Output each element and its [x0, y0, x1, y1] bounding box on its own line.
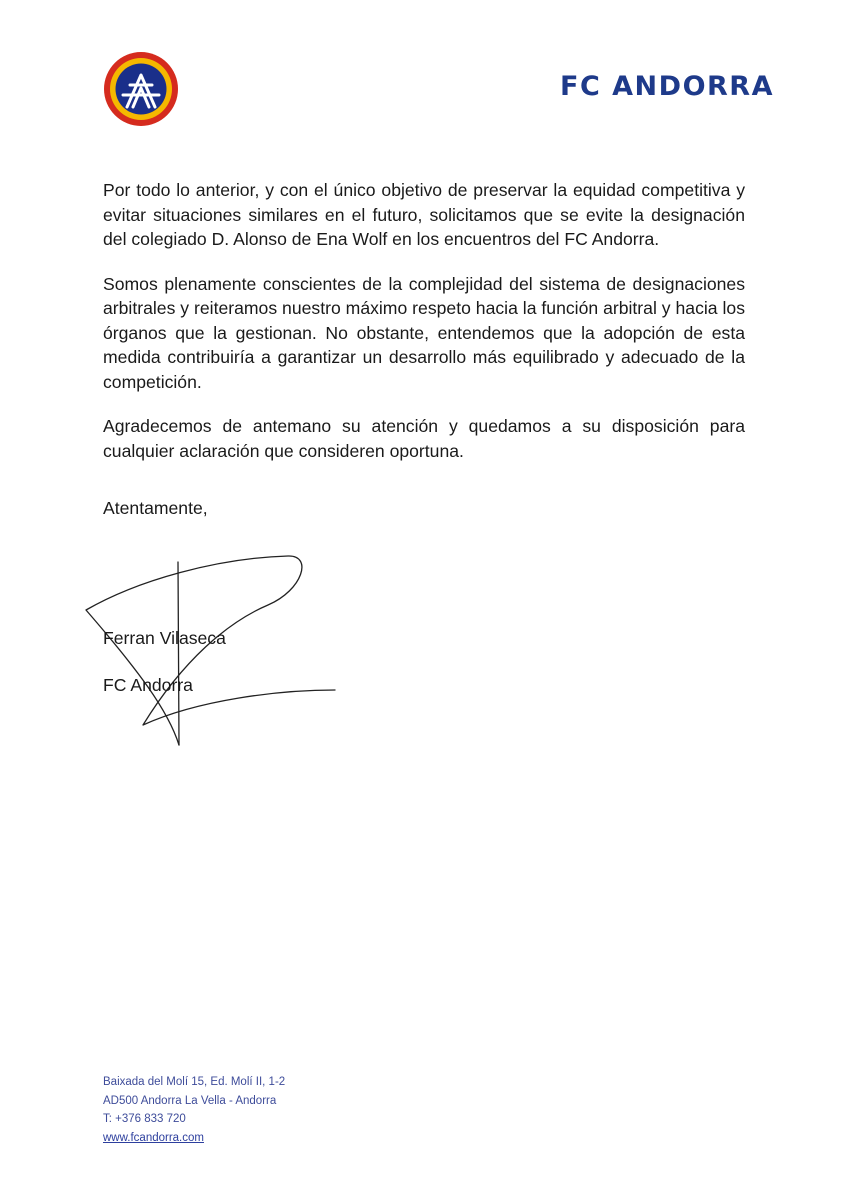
letter-body	[103, 178, 745, 483]
footer-contact	[103, 1073, 285, 1147]
footer-phone: T: +376 833 720	[103, 1113, 186, 1125]
paragraph-request: Por todo lo anterior, y con el único objetivo de preservar la equidad competitiva y evitar situaciones similares en el futuro, solicitamos que se evite la designación del colegiado D. Alonso de Ena Wolf en los encuentros del FC Andorra.	[103, 180, 745, 249]
footer-address-line2: AD500 Andorra La Vella - Andorra	[103, 1094, 277, 1107]
fc-andorra-crest-icon	[103, 51, 179, 127]
paragraph-thanks: Agradecemos de antemano su atención y quedamos a su disposición para cualquier aclaración que consideren oportuna.	[103, 416, 745, 461]
signer-organization: FC Andorra	[103, 675, 193, 695]
footer-website-link[interactable]: www.fcandorra.com	[103, 1131, 204, 1144]
paragraph-respect: Somos plenamente conscientes de la complejidad del sistema de designaciones arbitrales y reiteramos nuestro máximo respeto hacia la función arbitral y hacia los órganos que la gestionan. No obstante, entendemos que la adopción de esta medida contribuiría a garantizar un desarrollo más equilibrado y adecuado de la competición.	[103, 273, 745, 392]
signer-name: Ferran Vilaseca	[103, 628, 226, 648]
footer-address-line1: Baixada del Molí 15, Ed. Molí II, 1-2	[103, 1076, 286, 1088]
brand-wordmark: FC ANDORRA	[560, 71, 774, 102]
handwritten-signature	[78, 550, 348, 750]
closing-salutation: Atentamente,	[103, 498, 208, 518]
